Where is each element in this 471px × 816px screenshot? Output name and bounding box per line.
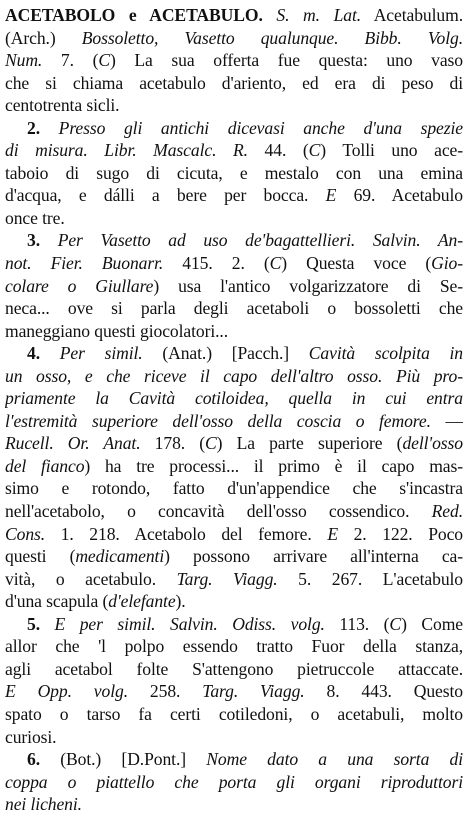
italic-text: d'elefante: [108, 591, 176, 612]
roman-text: centotrenta sicli.: [5, 95, 120, 116]
text-line: [5, 117, 463, 140]
roman-text: (Bot.) [D.Pont.]: [40, 749, 207, 770]
italic-text: Num.: [5, 50, 43, 71]
roman-text: ) Questa voce (: [281, 253, 432, 274]
roman-text: [40, 614, 55, 634]
roman-text: taboio di sugo di cicuta, e mestalo con una emina: [5, 162, 463, 183]
roman-text: [40, 118, 59, 138]
roman-text: 44. (: [247, 140, 309, 161]
roman-text: (Arch.): [5, 27, 82, 48]
roman-text: d'acqua, e dálli a bere per bocca.: [5, 185, 326, 206]
italic-text: coppa o piattello che porta gli organi riproduttori: [5, 771, 463, 792]
text-line: [5, 703, 463, 726]
italic-text: E Opp. volg.: [5, 681, 128, 702]
text-line: [5, 477, 463, 500]
italic-text: Per Vasetto ad uso de'bagattellieri. Salvin. An-: [57, 230, 463, 251]
text-line: [5, 771, 463, 794]
text-line: [5, 252, 463, 275]
text-line: [5, 27, 463, 50]
text-line: [5, 410, 463, 433]
roman-text: 113. (: [324, 613, 390, 634]
roman-text: agli acetabol folte S'attengono pietruccole attaccate.: [5, 658, 463, 679]
text-line: [5, 726, 463, 749]
text-line: [5, 455, 463, 478]
roman-text: 1. 218. Acetabolo del femore.: [45, 523, 328, 544]
roman-text: maneggiano questi giocolatori...: [5, 320, 229, 341]
italic-text: Rucell. Or. Anat.: [5, 433, 141, 454]
roman-text: Acetabulum.: [361, 5, 463, 25]
text-line: [5, 748, 463, 771]
roman-text: once tre.: [5, 207, 65, 228]
roman-text: 7. (: [42, 50, 99, 71]
italic-text: Presso gli antichi dicevasi anche d'una spezie: [58, 117, 463, 138]
italic-text: l'estremità superiore dell'osso della coscia o femore.: [5, 410, 431, 431]
italic-text: Targ. Viagg.: [176, 568, 278, 589]
italic-text: Cavità scolpita in: [308, 343, 463, 364]
text-line: [5, 184, 463, 207]
roman-text: che si chiama acetabulo d'ariento, ed era di peso di: [5, 72, 463, 93]
roman-text: ) possono arrivare all'interna ca-: [164, 546, 463, 567]
roman-text: vità, o acetabulo.: [5, 568, 177, 589]
italic-text: Gio-: [431, 253, 463, 274]
roman-text: ) Tolli uno ace-: [320, 140, 463, 161]
roman-text: ) usa l'antico volgarizzatore di Se-: [153, 275, 463, 296]
text-line: [5, 4, 463, 27]
roman-text: 178. (: [140, 433, 205, 454]
text-line: [5, 613, 463, 636]
text-line: [5, 162, 463, 185]
italic-text: colare o Giullare: [5, 275, 154, 296]
italic-text: C: [98, 50, 110, 71]
bold-text: 2.: [27, 117, 40, 138]
roman-text: ).: [175, 591, 186, 612]
italic-text: Bossoletto, Vasetto qualunque. Bibb. Volg.: [81, 27, 463, 48]
roman-text: 2. 122. Poco: [337, 523, 463, 544]
italic-text: Per simil.: [59, 343, 143, 364]
italic-text: E: [325, 185, 337, 206]
italic-text: C: [389, 613, 402, 634]
text-line: [5, 49, 463, 72]
text-line: [5, 207, 463, 230]
italic-text: Nome dato a una sorta di: [206, 749, 463, 770]
roman-text: d'una scapula (: [5, 591, 109, 612]
italic-text: not. Fier. Buonarr.: [5, 253, 164, 274]
text-line: [5, 680, 463, 703]
roman-text: nell'acetabolo, o concavità dell'osso cossendico.: [5, 501, 432, 522]
italic-text: C: [269, 253, 282, 274]
roman-text: simo e rotondo, fatto d'un'appendice che s'incastra: [5, 478, 463, 499]
roman-text: curiosi.: [5, 726, 57, 747]
text-line: [5, 275, 463, 298]
text-line: [5, 320, 463, 343]
bold-text: 6.: [27, 749, 40, 770]
italic-text: dell'osso: [402, 433, 463, 454]
italic-text: nei licheni.: [5, 794, 82, 815]
text-line: [5, 590, 463, 613]
text-line: [5, 229, 463, 252]
italic-text: del fianco: [5, 455, 85, 476]
roman-text: (Anat.) [Pacch.]: [142, 343, 309, 364]
italic-text: C: [308, 140, 321, 161]
text-line: [5, 523, 463, 546]
roman-text: questi (: [5, 546, 76, 567]
roman-text: 69. Acetabulo: [336, 185, 463, 206]
italic-text: di misura. Libr. Mascalc. R.: [5, 140, 248, 161]
italic-text: un osso, e che riceve il capo dell'altro osso. Più pro-: [5, 365, 463, 386]
bold-text: 3.: [27, 230, 40, 251]
roman-text: 258.: [128, 681, 203, 702]
roman-text: 8. 443. Questo: [304, 681, 463, 702]
italic-text: E per simil. Salvin. Odiss. volg.: [54, 613, 325, 634]
roman-text: 415. 2. (: [163, 253, 270, 274]
text-line: [5, 297, 463, 320]
roman-text: neca... ove si parla degli acetaboli o bossoletti che: [5, 298, 463, 319]
roman-text: ) La sua offerta fue questa: uno vaso: [109, 50, 463, 71]
text-line: [5, 72, 463, 95]
italic-text: Red.: [431, 501, 463, 522]
roman-text: [263, 5, 277, 25]
italic-text: S. m. Lat.: [276, 5, 362, 25]
text-line: [5, 568, 463, 591]
roman-text: ) Come: [401, 613, 463, 634]
roman-text: [40, 343, 60, 363]
roman-text: [40, 230, 58, 250]
text-line: [5, 432, 463, 455]
bold-text: ACETABOLO e ACETABULO.: [5, 5, 263, 25]
text-line: [5, 387, 463, 410]
italic-text: Targ. Viagg.: [202, 681, 305, 702]
roman-text: 5. 267. L'acetabulo: [277, 568, 463, 589]
roman-text: —: [430, 410, 463, 431]
roman-text: spato o tarso fa certi cotiledoni, o acetabuli, molto: [5, 703, 463, 724]
bold-text: 4.: [27, 343, 40, 364]
roman-text: ) La parte superiore (: [216, 433, 403, 454]
text-line: [5, 94, 463, 117]
text-line: [5, 342, 463, 365]
roman-text: allor che 'l polpo essendo tratto Fuor della stanza,: [5, 636, 463, 657]
bold-text: 5.: [27, 613, 40, 634]
italic-text: Cons.: [5, 523, 46, 544]
italic-text: priamente la Cavità cotiloidea, quella in cui entra: [5, 388, 463, 409]
text-line: [5, 658, 463, 681]
italic-text: C: [205, 433, 217, 454]
text-line: [5, 793, 463, 816]
italic-text: medicamenti: [75, 546, 165, 567]
text-line: [5, 545, 463, 568]
text-line: [5, 365, 463, 388]
roman-text: ) ha tre processi... il primo è il capo mas-: [84, 455, 463, 476]
italic-text: E: [327, 523, 338, 544]
text-line: [5, 500, 463, 523]
text-line: [5, 635, 463, 658]
text-line: [5, 139, 463, 162]
